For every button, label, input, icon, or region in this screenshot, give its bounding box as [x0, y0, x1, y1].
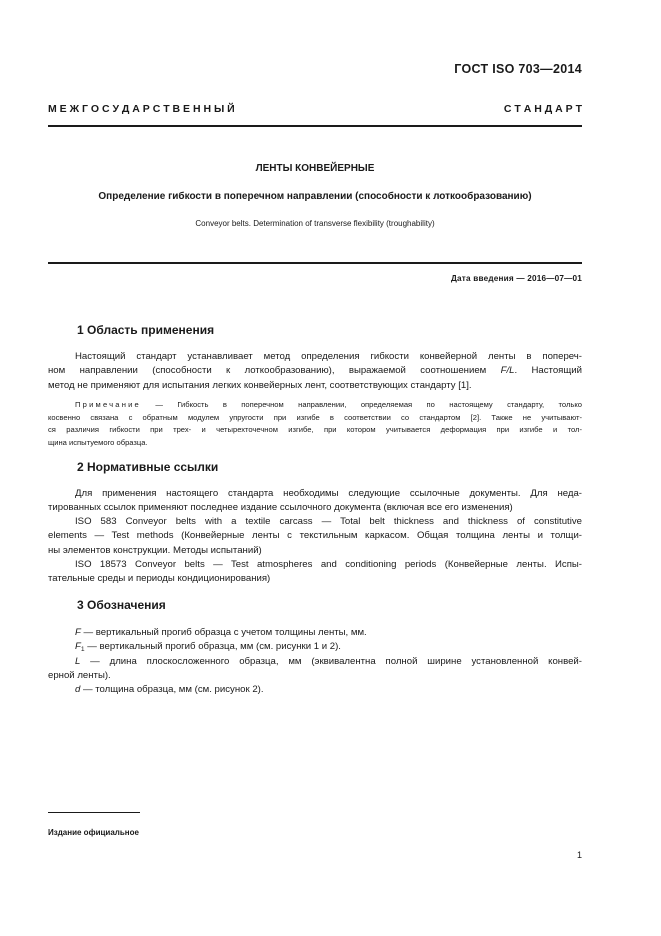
s1-line-2b: . Настоящий	[514, 365, 582, 377]
s2-p3-line-2: тательные среды и периоды кондиционирования)	[48, 573, 271, 585]
note-label: Примечание	[75, 400, 141, 409]
footer-divider	[48, 812, 140, 813]
symbol-item: L — длина плоскосложенного образца, мм (эквивалентна полной ширине установленной конвей-	[75, 655, 582, 667]
introduction-date: Дата введения — 2016—07—01	[451, 274, 582, 283]
official-edition-label: Издание официальное	[48, 828, 139, 837]
s2-p3-line-1: ISO 18573 Conveyor belts — Test atmospheres and conditioning periods (Конвейерные ленты. Испы-	[75, 559, 582, 570]
page-number: 1	[576, 850, 582, 860]
note-line-3: ся различия гибкости при трех- и четырехточечном изгибе, при котором учитывается деформация при изгибе и тол-	[48, 425, 582, 435]
s2-p1-line-1: Для применения настоящего стандарта необходимы следующие ссылочные документы. Для неда-	[75, 488, 582, 499]
s2-p2-line-2: elements — Test methods (Конвейерные ленты с текстильным каркасом. Общая толщина ленты и толщи-	[48, 530, 582, 542]
section-2-paragraph-1	[48, 487, 582, 516]
symbol-item: $F_1$ — вертикальный прогиб образца, мм (см. рисунки 1 и 2).	[75, 641, 341, 654]
section-1-heading: 1 Область применения	[77, 323, 215, 337]
reference-iso-18573	[48, 558, 582, 587]
s1-line-1: Настоящий стандарт устанавливает метод определения гибкости конвейерной ленты в попереч-	[75, 351, 582, 362]
section-1-paragraph	[48, 350, 582, 393]
s1-line-2a: ном направлении (способности к лоткообразованию), выражаемой соотношением	[48, 365, 501, 377]
document-title: ЛЕНТЫ КОНВЕЙЕРНЫЕ	[255, 163, 375, 174]
note-line-2: косвенно связана с обратным модулем упругости при изгибе в соответствии со стандартом [2]. Также не учитывают-	[48, 412, 582, 422]
symbol-item: d — толщина образца, мм (см. рисунок 2).	[75, 684, 264, 696]
english-title: Conveyor belts. Determination of transverse flexibility (troughability)	[195, 219, 435, 228]
document-code: ГОСТ ISO 703—2014	[454, 62, 582, 76]
reference-iso-583	[48, 515, 582, 558]
s1-line-3: метод не применяют для испытания легких конвейерных лент, соответствующих стандарту [1].	[48, 379, 472, 391]
section-1-note	[48, 399, 582, 449]
ratio-formula: F/L	[500, 365, 515, 377]
s2-p2-line-1: ISO 583 Conveyor belts with a textile carcass — Total belt thickness and thickness of constitutive	[75, 516, 582, 527]
section-2-heading: 2 Нормативные ссылки	[77, 460, 219, 474]
standard-banner	[48, 103, 582, 115]
header-divider	[48, 125, 582, 127]
document-subtitle: Определение гибкости в поперечном направлении (способности к лоткообразованию)	[98, 191, 532, 202]
symbol-item: F — вертикальный прогиб образца с учетом толщины ленты, мм.	[75, 627, 367, 638]
s2-p2-line-3: ны элементов конструкции. Методы испытаний)	[48, 544, 262, 556]
s2-p1-line-2: тированных ссылок применяют последнее издание ссылочного документа (включая все его изменения)	[48, 502, 513, 514]
note-line-4: щина испытуемого образца.	[48, 437, 148, 447]
note-line-1: — Гибкость в поперечном направлении, определяемая по настоящему стандарту, только	[140, 400, 582, 409]
symbol-item-continuation: ерной ленты).	[48, 669, 111, 681]
banner-word-standard: С Т А Н Д А Р Т	[503, 103, 582, 115]
symbols-list	[48, 626, 582, 697]
title-divider	[48, 262, 582, 264]
section-3-heading: 3 Обозначения	[77, 598, 166, 612]
banner-word-interstate: М Е Ж Г О С У Д А Р С Т В Е Н Н Ы Й	[48, 103, 235, 115]
